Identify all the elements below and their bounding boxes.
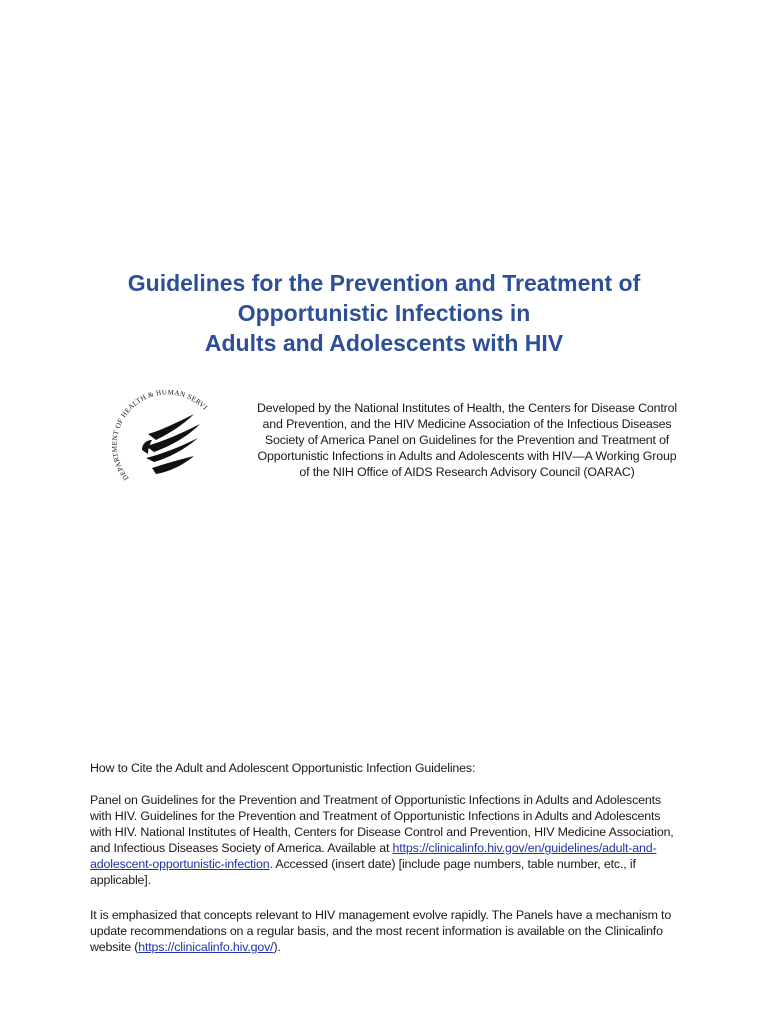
update-notice-paragraph xyxy=(90,907,674,955)
seal-text: DEPARTMENT OF HEALTH & HUMAN SERVI xyxy=(110,390,209,482)
citation-link[interactable]: https://clinicalinfo.hiv.gov/en/guidelines/adult-and-adolescent-opportunistic-infection xyxy=(90,841,657,871)
cite-heading: How to Cite the Adult and Adolescent Opportunistic Infection Guidelines: xyxy=(90,761,476,775)
clinicalinfo-link[interactable]: https://clinicalinfo.hiv.gov/ xyxy=(138,940,274,954)
update-notice-text-before: It is emphasized that concepts relevant to HIV management evolve rapidly. The Panels have a mechanism to update recommendations on a regular basis, and the most recent information is available on the Clinicalinfo website ( xyxy=(90,908,672,954)
hhs-seal-icon xyxy=(108,390,216,490)
citation-text-after: . Accessed (insert date) [include page numbers, table number, etc., if applicable]. xyxy=(90,857,636,887)
title-line-3: Adults and Adolescents with HIV xyxy=(204,330,564,356)
document-title xyxy=(60,268,708,358)
title-line-2: Opportunistic Infections in xyxy=(237,300,531,326)
citation-text-before: Panel on Guidelines for the Prevention and Treatment of Opportunistic Infections in Adults and Adolescents with HIV. Guidelines for the Prevention and Treatment of Opportunistic Infections in Adults and Adolescents with HIV. National Institutes of Health, Centers for Disease Control and Prevention, HIV Medicine Association, and Infectious Diseases Society of America. Available at xyxy=(90,793,674,855)
hhs-seal-graphic xyxy=(108,390,216,490)
title-line-1: Guidelines for the Prevention and Treatment of xyxy=(127,270,641,296)
update-notice-text-after: ). xyxy=(273,940,281,954)
developed-by-statement: Developed by the National Institutes of Health, the Centers for Disease Control and Prevention, and the HIV Medicine Association of the Infectious Diseases Society of America Panel on Guidelines for the Prevention and Treatment of Opportunistic Infections in Adults and Adolescents with HIV—A Working Group of the NIH Office of AIDS Research Advisory Council (OARAC) xyxy=(257,401,677,479)
citation-paragraph xyxy=(90,792,674,888)
